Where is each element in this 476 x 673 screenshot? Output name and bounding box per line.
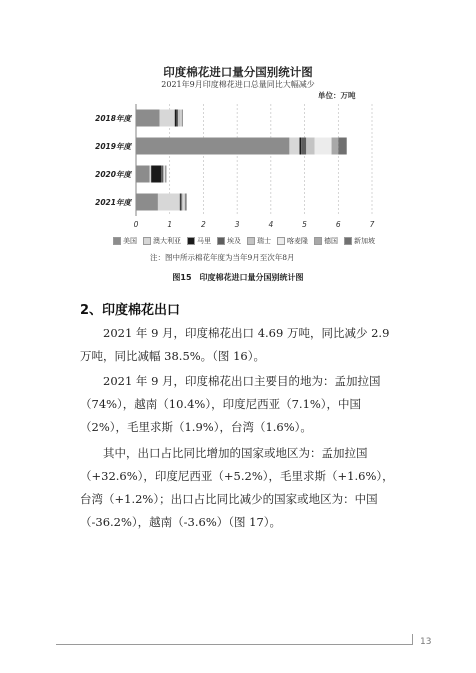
bar-segment xyxy=(165,166,166,183)
bar-segment xyxy=(163,166,164,183)
legend-item xyxy=(314,236,338,246)
bar-segment xyxy=(136,110,160,127)
section-heading: 2、印度棉花出口 xyxy=(80,303,181,318)
legend-label: 埃及 xyxy=(227,237,241,245)
bar-segment xyxy=(315,138,332,155)
x-tick-label: 0 xyxy=(133,220,139,229)
bar-segment xyxy=(181,194,182,211)
legend-item xyxy=(217,236,241,246)
bar-segment xyxy=(185,194,186,211)
x-tick-label: 4 xyxy=(268,220,274,229)
bar-segment xyxy=(151,166,161,183)
legend-swatch xyxy=(143,237,151,245)
legend-swatch xyxy=(247,237,255,245)
legend-label: 瑞士 xyxy=(257,237,271,245)
legend-label: 德国 xyxy=(324,237,338,245)
figure-caption: 图15 印度棉花进口量分国别统计图 xyxy=(172,273,304,282)
legend-label: 马里 xyxy=(197,237,211,245)
bar-segment xyxy=(149,166,151,183)
bar-segment xyxy=(185,194,186,211)
legend-swatch xyxy=(187,237,195,245)
bar-segment xyxy=(161,166,163,183)
bar-segment xyxy=(182,110,183,127)
y-category-label: 2019年度 xyxy=(95,142,131,151)
legend-swatch xyxy=(113,237,121,245)
legend-swatch xyxy=(344,237,352,245)
bar-segment xyxy=(301,138,306,155)
bar-segment xyxy=(182,110,183,127)
x-tick-label: 1 xyxy=(167,220,173,229)
x-tick-label: 7 xyxy=(369,220,375,229)
chart-subtitle: 2021年9月印度棉花进口总量同比大幅减少 xyxy=(161,80,315,89)
x-tick-label: 5 xyxy=(302,220,307,229)
bar-segment xyxy=(175,110,177,127)
bar-segment xyxy=(136,138,289,155)
bar-segment xyxy=(182,194,184,211)
stacked-bar-chart xyxy=(0,0,476,240)
bar-segment xyxy=(181,110,182,127)
legend-swatch xyxy=(314,237,322,245)
paragraph-export-total: 2021 年 9 月，印度棉花出口 4.69 万吨，同比减少 2.9 万吨，同比减幅 38.5%。（图 16）。 xyxy=(80,326,390,363)
legend-item xyxy=(277,236,308,246)
legend-label: 澳大利亚 xyxy=(153,237,181,245)
y-category-label: 2018年度 xyxy=(95,114,131,123)
legend-label: 美国 xyxy=(123,237,137,245)
paragraph-export-destinations: 2021 年 9 月，印度棉花出口主要目的地为：孟加拉国（74%），越南（10.4%），印度尼西亚（7.1%），中国（2%），毛里求斯（1.9%），台湾（1.6%）。 xyxy=(80,374,381,434)
footer-divider xyxy=(412,634,413,645)
bar-segment xyxy=(184,194,185,211)
bar-segment xyxy=(178,110,181,127)
legend-item xyxy=(143,236,181,246)
bar-segment xyxy=(136,194,158,211)
bar-segment xyxy=(136,166,149,183)
y-category-label: 2020年度 xyxy=(95,170,131,179)
page-number: 13 xyxy=(420,637,432,647)
legend-label: 喀麦隆 xyxy=(287,237,308,245)
paragraph-share-changes: 其中，出口占比同比增加的国家或地区为：孟加拉国（+32.6%），印度尼西亚（+5.2%），毛里求斯（+1.6%），台湾（+1.2%）；出口占比同比减少的国家或地区为：中国（-36.2%），越南（-3.6%）（图 17）。 xyxy=(80,446,394,529)
unit-label: 单位：万吨 xyxy=(318,91,356,100)
legend-item xyxy=(113,236,137,246)
bar-segment xyxy=(158,194,180,211)
x-tick-label: 3 xyxy=(234,220,240,229)
bar-segment xyxy=(176,110,178,127)
x-tick-label: 2 xyxy=(201,220,206,229)
bar-segment xyxy=(160,110,175,127)
bar-segment xyxy=(306,138,314,155)
chart-title: 印度棉花进口量分国别统计图 xyxy=(163,65,313,79)
legend-item xyxy=(247,236,271,246)
bar-segment xyxy=(332,138,339,155)
chart-legend xyxy=(113,236,413,246)
bar-segment xyxy=(300,138,302,155)
legend-swatch xyxy=(277,237,285,245)
footer-rule xyxy=(56,644,412,645)
chart-note: 注：图中所示棉花年度为当年9月至次年8月 xyxy=(150,253,295,262)
bar-segment xyxy=(166,166,167,183)
bar-segment xyxy=(289,138,299,155)
legend-item xyxy=(344,236,375,246)
x-tick-label: 6 xyxy=(335,220,341,229)
bar-segment xyxy=(180,194,181,211)
bar-segment xyxy=(338,138,346,155)
legend-swatch xyxy=(217,237,225,245)
bar-segment xyxy=(164,166,165,183)
y-category-label: 2021年度 xyxy=(95,198,131,207)
legend-label: 新加坡 xyxy=(354,237,375,245)
legend-item xyxy=(187,236,211,246)
